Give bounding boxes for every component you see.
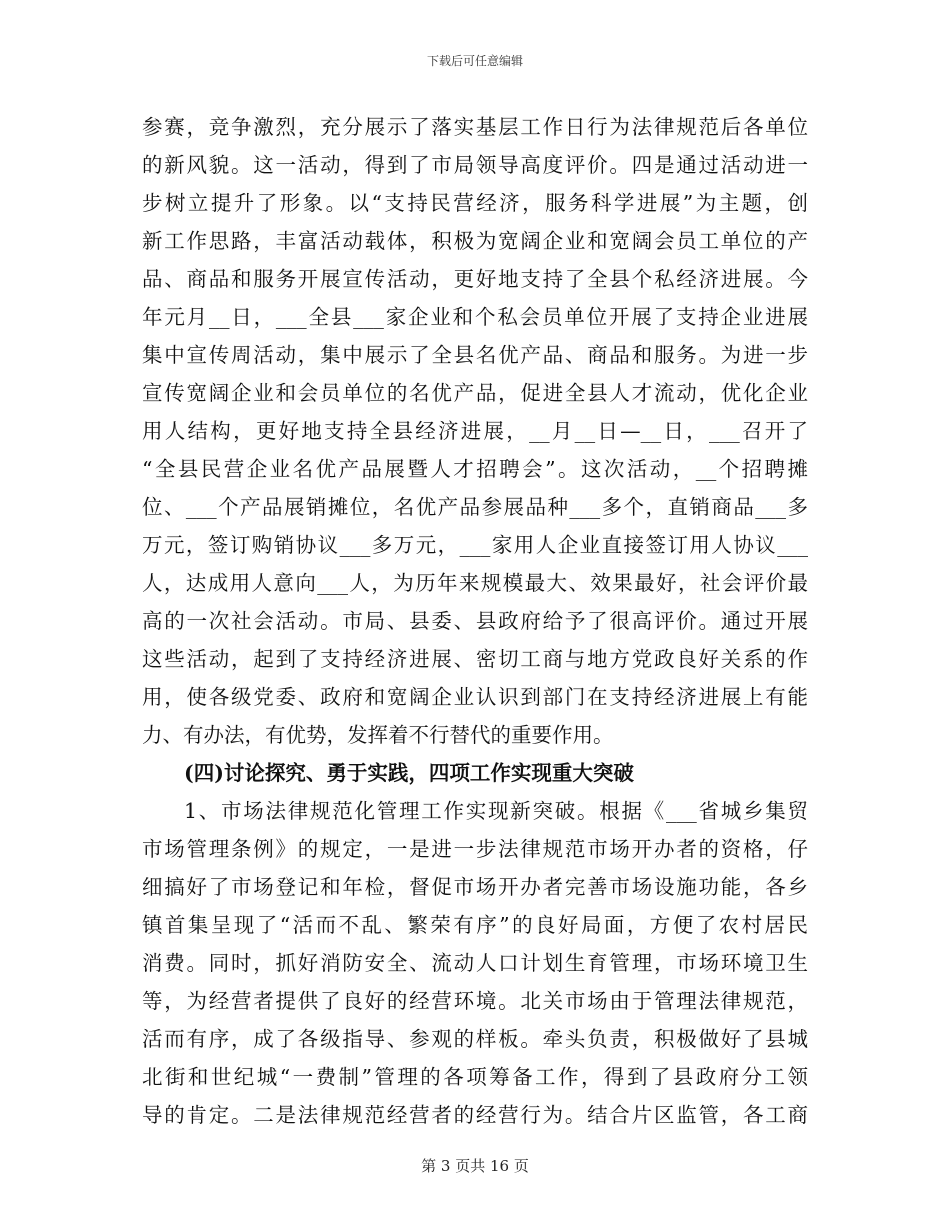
paragraph <box>142 108 808 754</box>
text-line: 等，为经营者提供了良好的经营环境。北关市场由于管理法律规范， <box>142 989 808 1013</box>
text-line: 位、___个产品展销摊位，名优产品参展品种___多个，直销商品___多 <box>142 495 808 519</box>
text-line: 新工作思路，丰富活动载体，积极为宽阔企业和宽阔会员工单位的产 <box>142 229 808 253</box>
text-line: 人，达成用人意向___人，为历年来规模最大、效果最好，社会评价最 <box>142 571 808 595</box>
document-body <box>142 108 808 1134</box>
heading-line: (四)讨论探究、勇于实践，四项工作实现重大突破 <box>184 761 634 785</box>
text-line: 集中宣传周活动，集中展示了全县名优产品、商品和服务。为进一步 <box>142 343 808 367</box>
text-line: 的新风貌。这一活动，得到了市局领导高度评价。四是通过活动进一 <box>142 153 808 177</box>
text-line: 年元月__日，___全县___家企业和个私会员单位开展了支持企业进展 <box>142 305 808 329</box>
text-line: 镇首集呈现了“活而不乱、繁荣有序”的良好局面，方便了农村居民 <box>142 913 808 937</box>
text-line: 参赛，竞争激烈，充分展示了落实基层工作日行为法律规范后各单位 <box>142 115 808 139</box>
text-line: 市场管理条例》的规定，一是进一步法律规范市场开办者的资格，仔 <box>142 837 808 861</box>
text-line: 宣传宽阔企业和会员单位的名优产品，促进全县人才流动，优化企业 <box>142 381 808 405</box>
section-heading <box>142 754 808 792</box>
text-line: “全县民营企业名优产品展暨人才招聘会”。这次活动，__个招聘摊 <box>142 457 808 481</box>
text-line: 1、市场法律规范化管理工作实现新突破。根据《___省城乡集贸 <box>184 799 808 823</box>
text-line: 万元，签订购销协议___多万元，___家用人企业直接签订用人协议___ <box>142 533 808 557</box>
text-line: 导的肯定。二是法律规范经营者的经营行为。结合片区监管，各工商 <box>142 1103 808 1127</box>
text-line: 高的一次社会活动。市局、县委、县政府给予了很高评价。通过开展 <box>142 609 808 633</box>
text-line: 细搞好了市场登记和年检，督促市场开办者完善市场设施功能，各乡 <box>142 875 808 899</box>
page-header: 下载后可任意编辑 <box>426 54 523 68</box>
text-line: 用人结构，更好地支持全县经济进展，__月__日—__日，___召开了 <box>142 419 808 443</box>
text-line: 步树立提升了形象。以“支持民营经济，服务科学进展”为主题，创 <box>142 191 808 215</box>
text-line: 品、商品和服务开展宣传活动，更好地支持了全县个私经济进展。今 <box>142 267 808 291</box>
text-line: 活而有序，成了各级指导、参观的样板。牵头负责，积极做好了县城 <box>142 1027 808 1051</box>
paragraph <box>142 792 808 1134</box>
text-line: 北街和世纪城“一费制”管理的各项筹备工作，得到了县政府分工领 <box>142 1065 808 1089</box>
text-line: 力、有办法，有优势，发挥着不行替代的重要作用。 <box>142 723 614 747</box>
text-line: 用，使各级党委、政府和宽阔企业认识到部门在支持经济进展上有能 <box>142 685 808 709</box>
page-number: 第 3 页共 16 页 <box>421 1157 529 1175</box>
text-line: 消费。同时，抓好消防安全、流动人口计划生育管理，市场环境卫生 <box>142 951 808 975</box>
text-line: 这些活动，起到了支持经济进展、密切工商与地方党政良好关系的作 <box>142 647 808 671</box>
